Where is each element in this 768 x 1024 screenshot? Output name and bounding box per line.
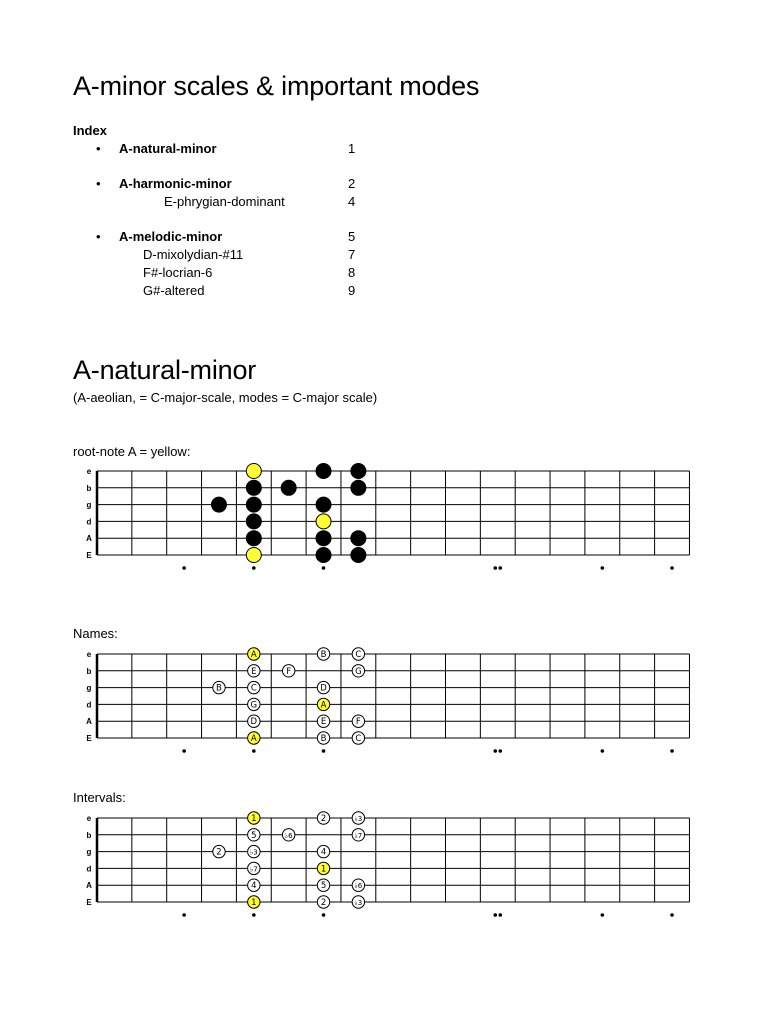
fret-marker-dot [670, 749, 674, 753]
fret-marker-dot [601, 566, 605, 570]
fret-marker-dot [670, 566, 674, 570]
fret-marker-dot [322, 749, 326, 753]
note-label: 2 [216, 847, 222, 858]
note-label: 2 [320, 814, 327, 824]
fretboard-dots-0 [86, 464, 689, 570]
note-label: 1 [251, 898, 257, 908]
scale-note-dot [211, 497, 226, 512]
string-name: b [86, 483, 92, 493]
string-name: b [86, 666, 92, 676]
note-label: ♭6 [354, 882, 363, 891]
fret-marker-dot [322, 566, 326, 570]
scale-note-dot [246, 497, 261, 512]
index-bullet: • [96, 141, 101, 156]
index-entry-page: 1 [348, 141, 356, 156]
note-label: C [250, 683, 257, 694]
index-heading: Index [73, 123, 107, 138]
note-label: A [250, 650, 257, 660]
index-entry-label: E-phrygian-dominant [164, 194, 285, 209]
fret-marker-dot [252, 749, 256, 753]
index-entry-label: A-natural-minor [119, 141, 217, 156]
index-entry-label: G#-altered [143, 283, 205, 298]
note-label: 4 [320, 847, 327, 858]
fret-marker-dot [601, 913, 605, 917]
note-label: ♭7 [249, 865, 258, 874]
index-entry-label: A-melodic-minor [119, 229, 223, 244]
note-label: E [320, 717, 327, 728]
fretboard-labels-1 [86, 648, 689, 753]
scale-note-dot [316, 464, 331, 479]
root-note-dot [316, 514, 331, 529]
scale-note-dot [316, 548, 331, 563]
note-label: G [250, 700, 258, 711]
scale-note-dot [316, 531, 331, 546]
note-label: C [355, 734, 362, 744]
index-entry-page: 4 [348, 194, 356, 209]
diagram-caption-intervals: Intervals: [73, 790, 126, 805]
note-label: D [250, 717, 258, 728]
note-label: G [355, 666, 362, 677]
string-name: b [86, 830, 92, 840]
index-bullet: • [96, 176, 101, 191]
diagram-caption-root: root-note A = yellow: [73, 444, 191, 459]
fret-marker-dot [493, 566, 497, 570]
string-name: d [86, 864, 92, 874]
index-bullet: • [96, 229, 101, 244]
string-name: A [86, 534, 92, 544]
string-name: g [86, 847, 92, 857]
note-label: 2 [320, 898, 327, 908]
scale-note-dot [246, 514, 261, 529]
string-name: E [86, 734, 92, 743]
string-name: d [86, 700, 92, 710]
note-label: ♭3 [354, 899, 363, 907]
note-label: 5 [320, 881, 327, 892]
note-label: 1 [320, 864, 327, 875]
scale-note-dot [351, 548, 366, 563]
scale-note-dot [246, 480, 261, 495]
fret-marker-dot [601, 749, 605, 753]
note-label: B [320, 734, 327, 744]
fret-marker-dot [493, 749, 497, 753]
note-label: A [320, 700, 327, 711]
string-name: A [86, 881, 92, 891]
fret-marker-dot [670, 913, 674, 917]
note-label: ♭6 [284, 831, 293, 840]
string-name: e [86, 467, 92, 476]
note-label: F [355, 717, 361, 728]
section-subtitle: (A-aeolian, = C-major-scale, modes = C-major scale) [73, 390, 378, 405]
scale-note-dot [281, 480, 296, 495]
index-entry-page: 7 [348, 247, 356, 262]
note-label: 1 [251, 814, 257, 824]
note-label: A [250, 734, 257, 744]
index-entry-page: 2 [348, 176, 356, 191]
string-name: E [86, 898, 92, 907]
scale-note-dot [246, 531, 261, 546]
index-entry-page: 8 [348, 265, 356, 280]
scale-note-dot [316, 497, 331, 512]
fret-marker-dot [182, 749, 186, 753]
fret-marker-dot [182, 913, 186, 917]
note-label: 5 [251, 830, 257, 841]
fret-marker-dot [252, 913, 256, 917]
index-entry-label: A-harmonic-minor [119, 176, 232, 191]
note-label: F [286, 666, 292, 677]
string-name: g [86, 500, 92, 510]
note-label: D [320, 683, 327, 694]
note-label: C [355, 650, 362, 660]
index-entry-label: F#-locrian-6 [143, 265, 213, 280]
fretboard-labels-2 [86, 812, 689, 917]
fret-marker-dot [182, 566, 186, 570]
index-entry-page: 5 [348, 229, 356, 244]
page-title: A-minor scales & important modes [73, 71, 480, 101]
note-label: 4 [251, 881, 257, 892]
note-label: B [216, 683, 222, 694]
note-label: E [251, 666, 257, 677]
scale-note-dot [351, 464, 366, 479]
scale-note-dot [351, 480, 366, 495]
string-name: A [86, 717, 92, 727]
fret-marker-dot [498, 566, 502, 570]
string-name: e [86, 650, 92, 659]
fret-marker-dot [498, 749, 502, 753]
string-name: E [86, 551, 92, 560]
note-label: ♭3 [249, 848, 258, 857]
string-name: e [86, 814, 92, 823]
index-entry-label: D-mixolydian-#11 [143, 247, 244, 262]
root-note-dot [246, 464, 261, 479]
note-label: ♭3 [354, 815, 363, 823]
root-note-dot [246, 548, 261, 563]
diagram-caption-names: Names: [73, 626, 118, 641]
string-name: d [86, 517, 92, 527]
fret-marker-dot [493, 913, 497, 917]
note-label: ♭7 [354, 831, 363, 840]
string-name: g [86, 683, 92, 693]
index-entry-page: 9 [348, 283, 356, 298]
note-label: B [320, 650, 327, 660]
scale-note-dot [351, 531, 366, 546]
fret-marker-dot [252, 566, 256, 570]
section-title: A-natural-minor [73, 355, 257, 385]
fret-marker-dot [322, 913, 326, 917]
fret-marker-dot [498, 913, 502, 917]
